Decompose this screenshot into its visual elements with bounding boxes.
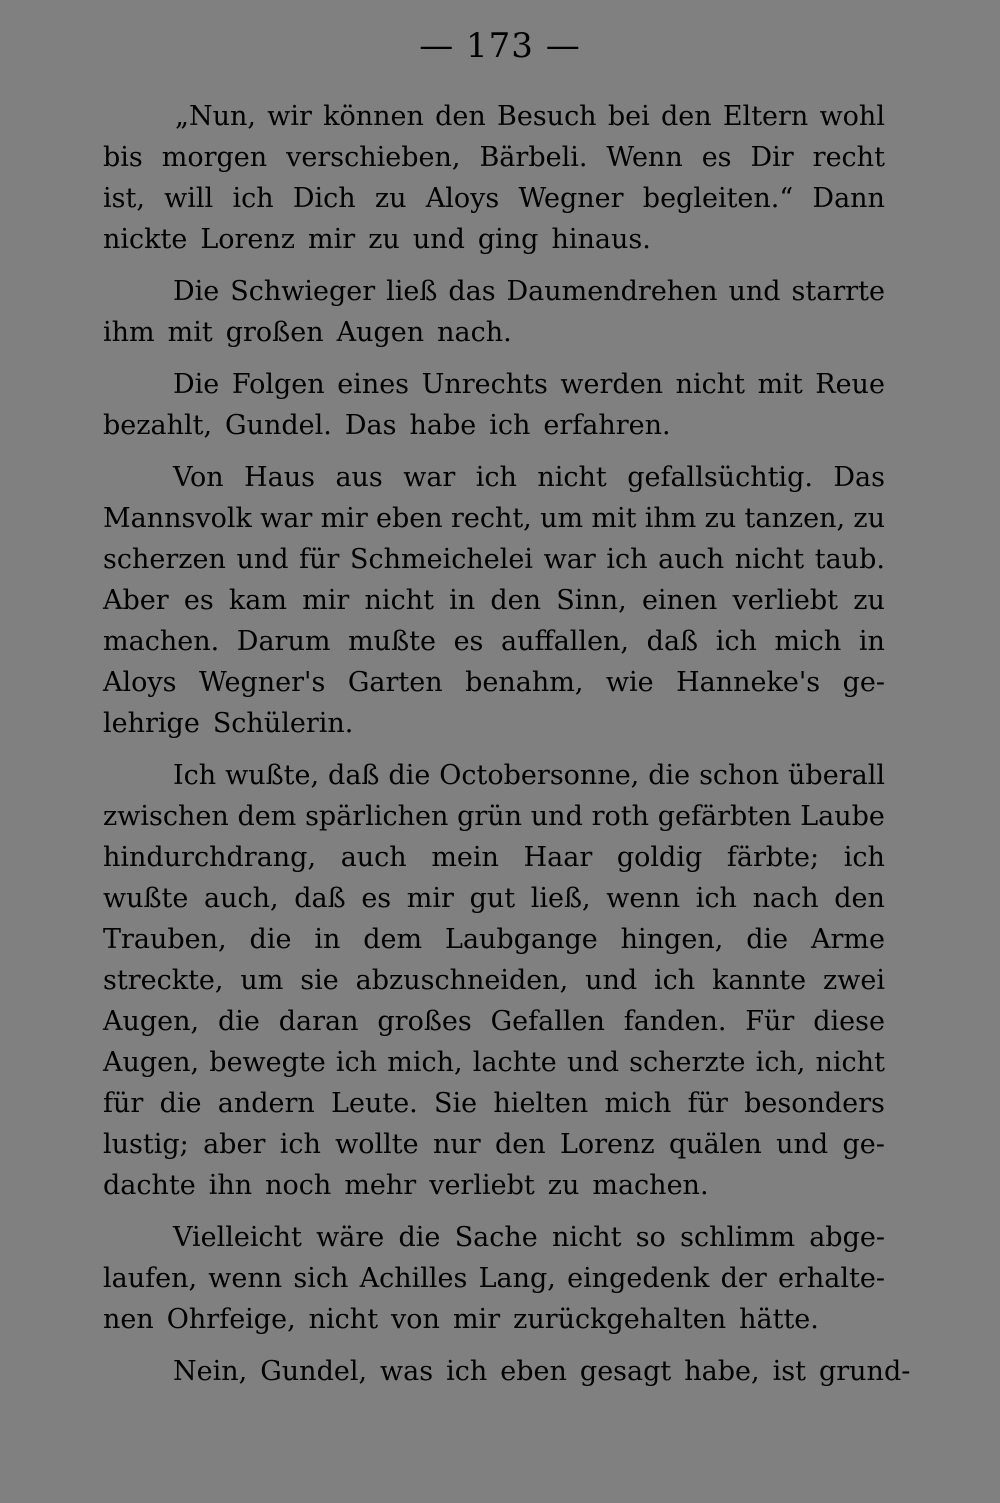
page-number: — 173 — (419, 26, 581, 66)
paragraph (103, 271, 885, 353)
paragraph (103, 96, 885, 260)
text-line: Trauben, die in dem Laubgange hingen, die Arme (103, 924, 885, 955)
text-line: Mannsvolk war mir eben recht, um mit ihm zu tanzen, zu (103, 503, 885, 534)
text-line: Aloys Wegner's Garten benahm, wie Hanneke's ge- (103, 667, 885, 698)
body-text (103, 96, 911, 1403)
text-line: hindurchdrang, auch mein Haar goldig färbte; ich (103, 842, 885, 873)
text-line: dachte ihn noch mehr verliebt zu machen. (103, 1170, 709, 1201)
text-line: lustig; aber ich wollte nur den Lorenz quälen und ge- (103, 1129, 885, 1160)
paragraph (103, 457, 885, 744)
paragraph (103, 364, 885, 446)
paragraph (103, 1351, 911, 1392)
text-line: lehrige Schülerin. (103, 708, 354, 739)
text-line: „Nun, wir können den Besuch bei den Eltern wohl (175, 101, 885, 132)
text-line: machen. Darum mußte es auffallen, daß ich mich in (103, 626, 885, 657)
text-line: streckte, um sie abzuschneiden, und ich kannte zwei (103, 965, 885, 996)
text-line: wußte auch, daß es mir gut ließ, wenn ich nach den (103, 883, 885, 914)
text-line: Die Folgen eines Unrechts werden nicht mit Reue (173, 369, 885, 400)
text-line: ihm mit großen Augen nach. (103, 317, 512, 348)
text-line: nickte Lorenz mir zu und ging hinaus. (103, 224, 651, 255)
text-line: für die andern Leute. Sie hielten mich für besonders (103, 1088, 885, 1119)
paragraph (103, 755, 885, 1206)
text-line: zwischen dem spärlichen grün und roth gefärbten Laube (103, 801, 885, 832)
text-line: ist, will ich Dich zu Aloys Wegner begleiten.“ Dann (103, 183, 885, 214)
text-line: laufen, wenn sich Achilles Lang, eingedenk der erhalte- (103, 1263, 885, 1294)
paragraph (103, 1217, 885, 1340)
text-line: Augen, die daran großes Gefallen fanden. Für diese (103, 1006, 885, 1037)
text-line: nen Ohrfeige, nicht von mir zurückgehalten hätte. (103, 1304, 819, 1335)
text-line: Aber es kam mir nicht in den Sinn, einen verliebt zu (103, 585, 885, 616)
text-line: Nein, Gundel, was ich eben gesagt habe, ist grund- (173, 1356, 911, 1387)
text-line: bezahlt, Gundel. Das habe ich erfahren. (103, 410, 671, 441)
text-line: Vielleicht wäre die Sache nicht so schlimm abge- (173, 1222, 885, 1253)
text-line: Ich wußte, daß die Octobersonne, die schon überall (173, 760, 885, 791)
text-line: Von Haus aus war ich nicht gefallsüchtig. Das (173, 462, 885, 493)
text-line: bis morgen verschieben, Bärbeli. Wenn es Dir recht (103, 142, 885, 173)
text-line: Augen, bewegte ich mich, lachte und scherzte ich, nicht (103, 1047, 885, 1078)
text-line: scherzen und für Schmeichelei war ich auch nicht taub. (103, 544, 885, 575)
text-line: Die Schwieger ließ das Daumendrehen und starrte (173, 276, 885, 307)
